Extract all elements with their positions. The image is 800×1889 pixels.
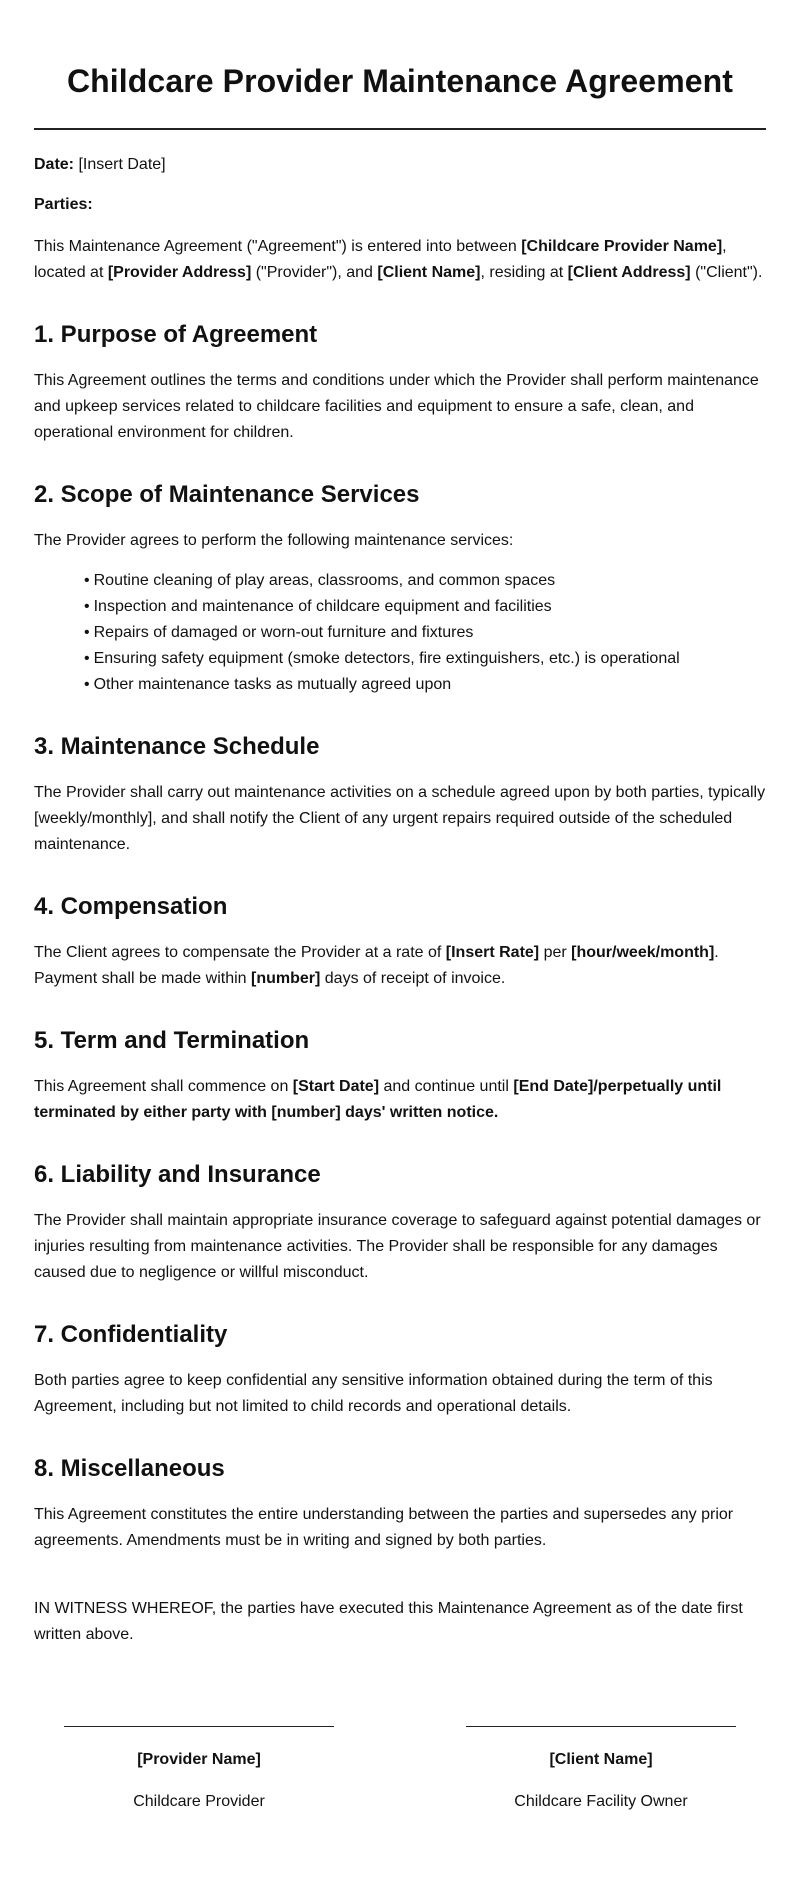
client-name-placeholder: [Client Name] [377,264,481,281]
section-heading-schedule: 3. Maintenance Schedule [34,733,320,760]
document-title: Childcare Provider Maintenance Agreement [66,63,734,99]
signature-line [466,1726,736,1727]
section-text-schedule: The Provider shall carry out maintenance activities on a schedule agreed upon by both parties, typically [weekly/monthly], and shall notify the Client of any urgent repairs required outside of the scheduled maintenance. [34,784,766,853]
section-heading-miscellaneous: 8. Miscellaneous [34,1455,225,1482]
date-line [34,152,766,178]
section-text-compensation: The Client agrees to compensate the Provider at a rate of [Insert Rate] per [hour/week/month]. Payment shall be made within [number] days of receipt of invoice. [34,944,719,987]
intro-paragraph: This Maintenance Agreement ("Agreement") is entered into between [Childcare Provider Name], located at [Provider Address] ("Provider"), and [Client Name], residing at [Client Address] ("Client"). [34,238,763,281]
list-item: • Other maintenance tasks as mutually agreed upon [84,676,452,693]
signatory-role: Childcare Provider [133,1793,265,1810]
section-heading-purpose: 1. Purpose of Agreement [34,321,318,348]
list-item: • Routine cleaning of play areas, classrooms, and common spaces [84,572,556,589]
parties-label: Parties: [34,196,93,213]
signatory-name: [Client Name] [549,1751,653,1768]
provider-address-placeholder: [Provider Address] [107,264,252,281]
section-text-term: This Agreement shall commence on [Start Date] and continue until [End Date]/perpetually until terminated by either party with [number] days' written notice. [34,1078,722,1121]
section-heading-compensation: 4. Compensation [34,893,228,920]
section-text-scope: The Provider agrees to perform the following maintenance services: [34,532,514,549]
provider-name-placeholder: [Childcare Provider Name] [521,238,723,255]
signature-block [34,1726,766,1813]
list-item: • Repairs of damaged or worn-out furniture and fixtures [84,624,474,641]
bullet-icon: • [84,598,90,615]
title-divider [34,128,766,130]
section-text-liability: The Provider shall maintain appropriate insurance coverage to safeguard against potential damages or injuries resulting from maintenance activities. The Provider shall be responsible for any damages caused due to negligence or willful misconduct. [34,1212,761,1281]
section-heading-confidentiality: 7. Confidentiality [34,1321,228,1348]
bullet-icon: • [84,650,90,667]
signatory-name: [Provider Name] [137,1751,261,1768]
date-value: [Insert Date] [74,156,166,173]
section-text-miscellaneous: This Agreement constitutes the entire understanding between the parties and supersedes any prior agreements. Amendments must be in writing and signed by both parties. [34,1506,734,1549]
rate-placeholder: [Insert Rate] [445,944,540,961]
period-placeholder: [hour/week/month] [571,944,715,961]
witness-clause: IN WITNESS WHEREOF, the parties have executed this Maintenance Agreement as of the date first written above. [34,1600,743,1643]
days-placeholder: [number] [251,970,321,987]
bullet-icon: • [84,624,90,641]
list-item: • Ensuring safety equipment (smoke detectors, fire extinguishers, etc.) is operational [84,650,680,667]
provider-signature [64,1726,334,1813]
signature-line [64,1726,334,1727]
client-signature [466,1726,736,1813]
section-heading-term: 5. Term and Termination [34,1027,310,1054]
bullet-icon: • [84,572,90,589]
list-item: • Inspection and maintenance of childcare equipment and facilities [84,598,552,615]
bullet-icon: • [84,676,90,693]
signatory-role: Childcare Facility Owner [514,1793,688,1810]
section-heading-scope: 2. Scope of Maintenance Services [34,481,420,508]
client-address-placeholder: [Client Address] [567,264,691,281]
section-text-purpose: This Agreement outlines the terms and conditions under which the Provider shall perform maintenance and upkeep services related to childcare facilities and equipment to ensure a safe, clean, and operational environment for children. [34,372,759,441]
date-label: Date: [34,156,75,173]
section-text-confidentiality: Both parties agree to keep confidential any sensitive information obtained during the term of this Agreement, including but not limited to child records and operational details. [34,1372,713,1415]
services-list [34,568,766,698]
section-heading-liability: 6. Liability and Insurance [34,1161,321,1188]
start-date-placeholder: [Start Date] [292,1078,380,1095]
end-date-placeholder: [End Date]/perpetually until terminated by either party with [number] days' written notice. [34,1078,722,1121]
